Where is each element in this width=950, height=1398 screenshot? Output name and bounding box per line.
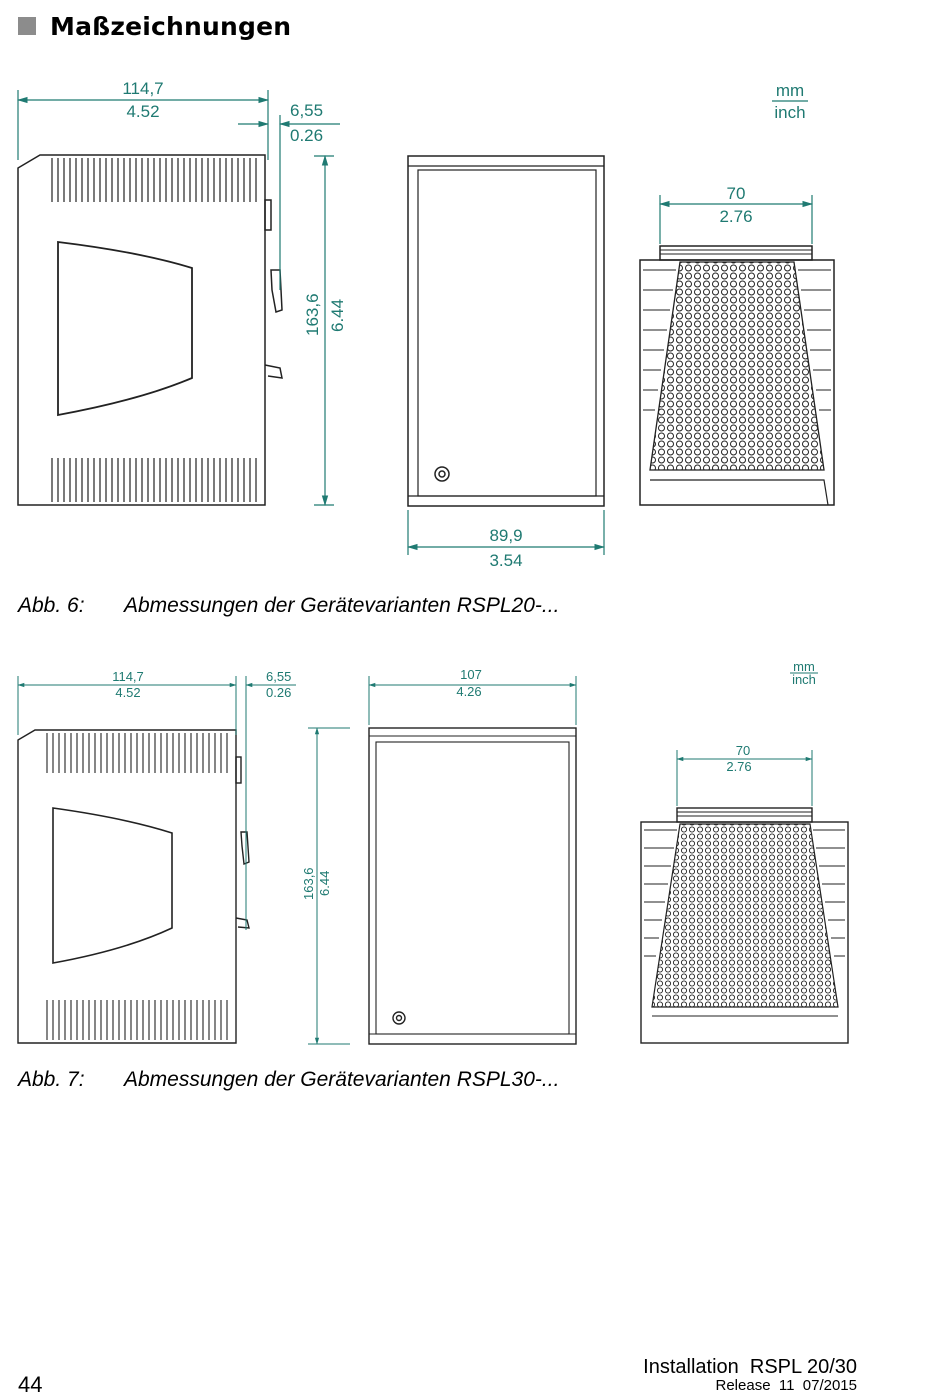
unit-inch: inch bbox=[774, 103, 806, 122]
rail-inch: 0.26 bbox=[266, 685, 292, 700]
rail-mm: 6,55 bbox=[290, 101, 324, 120]
bottom-mm: 70 bbox=[735, 743, 751, 758]
top-vent-slots bbox=[47, 733, 227, 773]
depth-mm: 114,7 bbox=[112, 669, 144, 684]
caption-text: Abmessungen der Gerätevarianten RSPL30-... bbox=[124, 1068, 560, 1091]
rail-inch: 0.26 bbox=[290, 126, 324, 145]
height-inch: 6.44 bbox=[328, 298, 347, 332]
figure-7-caption bbox=[18, 1068, 559, 1092]
width-mm: 89,9 bbox=[489, 526, 523, 545]
section-title: Maßzeichnungen bbox=[50, 11, 292, 41]
width-inch: 4.26 bbox=[456, 684, 482, 699]
depth-inch: 4.52 bbox=[115, 685, 141, 700]
side-view bbox=[18, 155, 282, 505]
depth-inch: 4.52 bbox=[126, 102, 160, 121]
width-inch: 3.54 bbox=[489, 551, 523, 570]
caption-text: Abmessungen der Gerätevarianten RSPL20-... bbox=[124, 594, 560, 617]
front-view bbox=[369, 728, 576, 1044]
page-footer bbox=[643, 1356, 857, 1394]
bottom-view bbox=[641, 808, 848, 1043]
bottom-inch: 2.76 bbox=[719, 207, 753, 226]
unit-inch: inch bbox=[792, 672, 816, 687]
caption-number: Abb. 6: bbox=[18, 594, 85, 617]
bottom-inch: 2.76 bbox=[726, 759, 752, 774]
figure-6-drawing bbox=[0, 70, 950, 580]
bottom-vent-slots bbox=[52, 458, 256, 502]
top-vent-slots bbox=[52, 158, 256, 202]
unit-mm: mm bbox=[775, 81, 805, 100]
height-mm: 163,6 bbox=[303, 293, 322, 336]
figure-7-drawing bbox=[0, 660, 950, 1055]
depth-mm: 114,7 bbox=[122, 79, 164, 98]
bottom-vent-slots bbox=[47, 1000, 227, 1040]
height-mm: 163,6 bbox=[301, 867, 316, 900]
release-info: Release 11 07/2015 bbox=[715, 1377, 857, 1394]
document-title: Installation RSPL 20/30 bbox=[643, 1356, 857, 1378]
square-bullet-icon bbox=[18, 17, 36, 35]
caption-number: Abb. 7: bbox=[18, 1068, 85, 1091]
front-view bbox=[408, 156, 604, 506]
height-inch: 6.44 bbox=[317, 870, 332, 896]
width-mm: 107 bbox=[460, 667, 482, 682]
side-label-panel bbox=[58, 242, 192, 415]
bottom-mm: 70 bbox=[726, 184, 746, 203]
bottom-view bbox=[640, 246, 834, 505]
section-heading bbox=[18, 8, 291, 44]
unit-mm: mm bbox=[793, 660, 815, 674]
rail-mm: 6,55 bbox=[266, 669, 292, 684]
figure-6-caption bbox=[18, 594, 559, 618]
side-view bbox=[18, 730, 249, 1043]
side-label-panel bbox=[53, 808, 172, 963]
page-number: 44 bbox=[18, 1372, 43, 1397]
